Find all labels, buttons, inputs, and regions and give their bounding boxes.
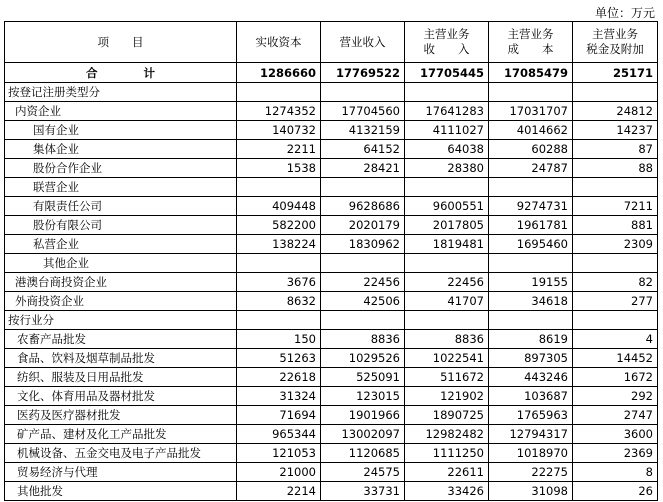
header-item: 项 目	[5, 22, 237, 63]
cell-capital: 51263	[237, 349, 321, 368]
cell-main-revenue: 17641283	[405, 102, 489, 121]
row-label: 按行业分	[5, 311, 237, 330]
table-row	[5, 368, 658, 387]
cell-capital	[237, 178, 321, 197]
table-row	[5, 425, 658, 444]
row-label: 医药及医疗器材批发	[5, 406, 237, 425]
cell-main-revenue: 33426	[405, 482, 489, 501]
cell-main-cost: 4014662	[489, 121, 573, 140]
cell-capital: 3676	[237, 273, 321, 292]
cell-revenue: 123015	[321, 387, 405, 406]
cell-main-cost: 897305	[489, 349, 573, 368]
cell-main-cost: 1695460	[489, 235, 573, 254]
header-main-tax-line1: 主营业务	[592, 27, 638, 41]
cell-revenue: 8836	[321, 330, 405, 349]
cell-revenue: 525091	[321, 368, 405, 387]
table-row	[5, 330, 658, 349]
cell-main-tax: 2369	[573, 444, 658, 463]
cell-main-cost	[489, 83, 573, 102]
header-main-cost-line2: 成 本	[507, 42, 554, 56]
cell-main-tax: 14237	[573, 121, 658, 140]
cell-capital	[237, 254, 321, 273]
row-label: 港澳台商投资企业	[5, 273, 237, 292]
cell-capital: 140732	[237, 121, 321, 140]
cell-main-revenue	[405, 83, 489, 102]
cell-main-revenue: 1890725	[405, 406, 489, 425]
cell-main-tax: 277	[573, 292, 658, 311]
cell-main-cost	[489, 178, 573, 197]
cell-main-tax: 14452	[573, 349, 658, 368]
cell-main-cost: 31098	[489, 482, 573, 501]
cell-revenue: 42506	[321, 292, 405, 311]
row-label: 食品、饮料及烟草制品批发	[5, 349, 237, 368]
header-main-tax-line2: 税金及附加	[586, 42, 644, 56]
cell-capital: 121053	[237, 444, 321, 463]
row-label: 按登记注册类型分	[5, 83, 237, 102]
header-row	[5, 22, 658, 63]
cell-capital: 965344	[237, 425, 321, 444]
table-row	[5, 273, 658, 292]
cell-main-tax: 881	[573, 216, 658, 235]
cell-main-revenue: 41707	[405, 292, 489, 311]
header-main-tax	[573, 22, 658, 63]
row-label: 有限责任公司	[5, 197, 237, 216]
cell-capital: 1538	[237, 159, 321, 178]
cell-main-revenue: 12982482	[405, 425, 489, 444]
cell-main-tax: 2747	[573, 406, 658, 425]
cell-revenue: 17704560	[321, 102, 405, 121]
table-row	[5, 254, 658, 273]
table-row	[5, 444, 658, 463]
table-row	[5, 197, 658, 216]
cell-main-tax: 24812	[573, 102, 658, 121]
cell-main-tax: 87	[573, 140, 658, 159]
row-label: 其他企业	[5, 254, 237, 273]
row-label: 合 计	[5, 63, 237, 83]
cell-main-cost: 1018970	[489, 444, 573, 463]
row-label: 其他批发	[5, 482, 237, 501]
row-label: 私营企业	[5, 235, 237, 254]
table-row	[5, 406, 658, 425]
cell-main-cost: 1961781	[489, 216, 573, 235]
header-main-cost	[489, 22, 573, 63]
cell-capital: 582200	[237, 216, 321, 235]
cell-capital	[237, 83, 321, 102]
cell-capital: 21000	[237, 463, 321, 482]
cell-main-cost: 1765963	[489, 406, 573, 425]
cell-revenue: 1120685	[321, 444, 405, 463]
cell-capital: 1286660	[237, 63, 321, 83]
cell-capital: 31324	[237, 387, 321, 406]
cell-main-revenue: 121902	[405, 387, 489, 406]
cell-main-cost: 22275	[489, 463, 573, 482]
cell-main-cost: 17031707	[489, 102, 573, 121]
row-label: 集体企业	[5, 140, 237, 159]
row-label: 矿产品、建材及化工产品批发	[5, 425, 237, 444]
cell-main-cost: 19155	[489, 273, 573, 292]
row-label: 农畜产品批发	[5, 330, 237, 349]
cell-main-tax	[573, 254, 658, 273]
cell-main-revenue	[405, 178, 489, 197]
row-label: 外商投资企业	[5, 292, 237, 311]
cell-main-cost: 443246	[489, 368, 573, 387]
unit-label: 单位：万元	[594, 6, 655, 20]
cell-main-revenue: 4111027	[405, 121, 489, 140]
cell-main-revenue: 17705445	[405, 63, 489, 83]
cell-main-tax: 7211	[573, 197, 658, 216]
cell-revenue: 24575	[321, 463, 405, 482]
cell-revenue: 4132159	[321, 121, 405, 140]
cell-revenue: 1901966	[321, 406, 405, 425]
cell-main-revenue: 22611	[405, 463, 489, 482]
cell-revenue: 22456	[321, 273, 405, 292]
cell-main-revenue: 1111250	[405, 444, 489, 463]
cell-main-revenue	[405, 254, 489, 273]
cell-main-cost: 103687	[489, 387, 573, 406]
row-label: 联营企业	[5, 178, 237, 197]
cell-main-tax	[573, 83, 658, 102]
cell-main-cost: 8619	[489, 330, 573, 349]
row-label: 股份合作企业	[5, 159, 237, 178]
table-row	[5, 349, 658, 368]
cell-main-revenue: 1819481	[405, 235, 489, 254]
table-body	[5, 63, 658, 501]
cell-main-tax: 82	[573, 273, 658, 292]
cell-main-cost: 60288	[489, 140, 573, 159]
header-main-cost-line1: 主营业务	[507, 27, 554, 41]
cell-main-tax: 2309	[573, 235, 658, 254]
table-row	[5, 482, 658, 501]
row-label: 纺织、服装及日用品批发	[5, 368, 237, 387]
cell-capital: 2214	[237, 482, 321, 501]
cell-main-tax: 26	[573, 482, 658, 501]
row-label: 内资企业	[5, 102, 237, 121]
cell-revenue	[321, 254, 405, 273]
table-row	[5, 235, 658, 254]
cell-revenue: 33731	[321, 482, 405, 501]
cell-revenue: 1830962	[321, 235, 405, 254]
row-label: 贸易经济与代理	[5, 463, 237, 482]
cell-main-revenue: 9600551	[405, 197, 489, 216]
header-main-revenue-line2: 收 入	[423, 42, 470, 56]
cell-main-tax	[573, 178, 658, 197]
cell-revenue: 28421	[321, 159, 405, 178]
table-row	[5, 159, 658, 178]
cell-capital: 138224	[237, 235, 321, 254]
table-row	[5, 102, 658, 121]
cell-main-cost	[489, 254, 573, 273]
table-row	[5, 463, 658, 482]
table-row	[5, 121, 658, 140]
cell-capital: 8632	[237, 292, 321, 311]
cell-main-tax	[573, 311, 658, 330]
row-label: 国有企业	[5, 121, 237, 140]
cell-capital: 409448	[237, 197, 321, 216]
cell-main-revenue: 1022541	[405, 349, 489, 368]
header-main-revenue-line1: 主营业务	[423, 27, 470, 41]
cell-revenue: 1029526	[321, 349, 405, 368]
table-row	[5, 83, 658, 102]
cell-main-revenue: 28380	[405, 159, 489, 178]
cell-main-revenue: 2017805	[405, 216, 489, 235]
table-row	[5, 140, 658, 159]
table-row	[5, 311, 658, 330]
table-row	[5, 387, 658, 406]
cell-main-cost: 9274731	[489, 197, 573, 216]
row-label: 机械设备、五金交电及电子产品批发	[5, 444, 237, 463]
header-main-revenue	[405, 22, 489, 63]
cell-main-cost: 12794317	[489, 425, 573, 444]
cell-main-tax: 25171	[573, 63, 658, 83]
cell-revenue: 9628686	[321, 197, 405, 216]
cell-capital	[237, 311, 321, 330]
cell-main-revenue: 8836	[405, 330, 489, 349]
header-capital: 实收资本	[237, 22, 321, 63]
cell-main-tax: 292	[573, 387, 658, 406]
cell-capital: 150	[237, 330, 321, 349]
cell-main-revenue: 64038	[405, 140, 489, 159]
row-label: 文化、体育用品及器材批发	[5, 387, 237, 406]
cell-revenue: 64152	[321, 140, 405, 159]
total-row	[5, 63, 658, 83]
header-revenue: 营业收入	[321, 22, 405, 63]
cell-main-tax: 3600	[573, 425, 658, 444]
cell-main-cost: 34618	[489, 292, 573, 311]
cell-main-tax: 88	[573, 159, 658, 178]
cell-capital: 22618	[237, 368, 321, 387]
cell-revenue: 13002097	[321, 425, 405, 444]
cell-revenue	[321, 178, 405, 197]
table-row	[5, 292, 658, 311]
table-row	[5, 216, 658, 235]
cell-revenue: 2020179	[321, 216, 405, 235]
cell-capital: 1274352	[237, 102, 321, 121]
cell-revenue	[321, 311, 405, 330]
cell-main-tax: 1672	[573, 368, 658, 387]
cell-main-revenue: 511672	[405, 368, 489, 387]
cell-capital: 71694	[237, 406, 321, 425]
cell-main-tax: 8	[573, 463, 658, 482]
cell-revenue	[321, 83, 405, 102]
cell-capital: 2211	[237, 140, 321, 159]
row-label: 股份有限公司	[5, 216, 237, 235]
statistics-table	[4, 21, 658, 501]
cell-main-revenue: 22456	[405, 273, 489, 292]
cell-main-cost: 24787	[489, 159, 573, 178]
cell-revenue: 17769522	[321, 63, 405, 83]
table-row	[5, 178, 658, 197]
cell-main-cost	[489, 311, 573, 330]
cell-main-tax: 4	[573, 330, 658, 349]
cell-main-cost: 17085479	[489, 63, 573, 83]
cell-main-revenue	[405, 311, 489, 330]
